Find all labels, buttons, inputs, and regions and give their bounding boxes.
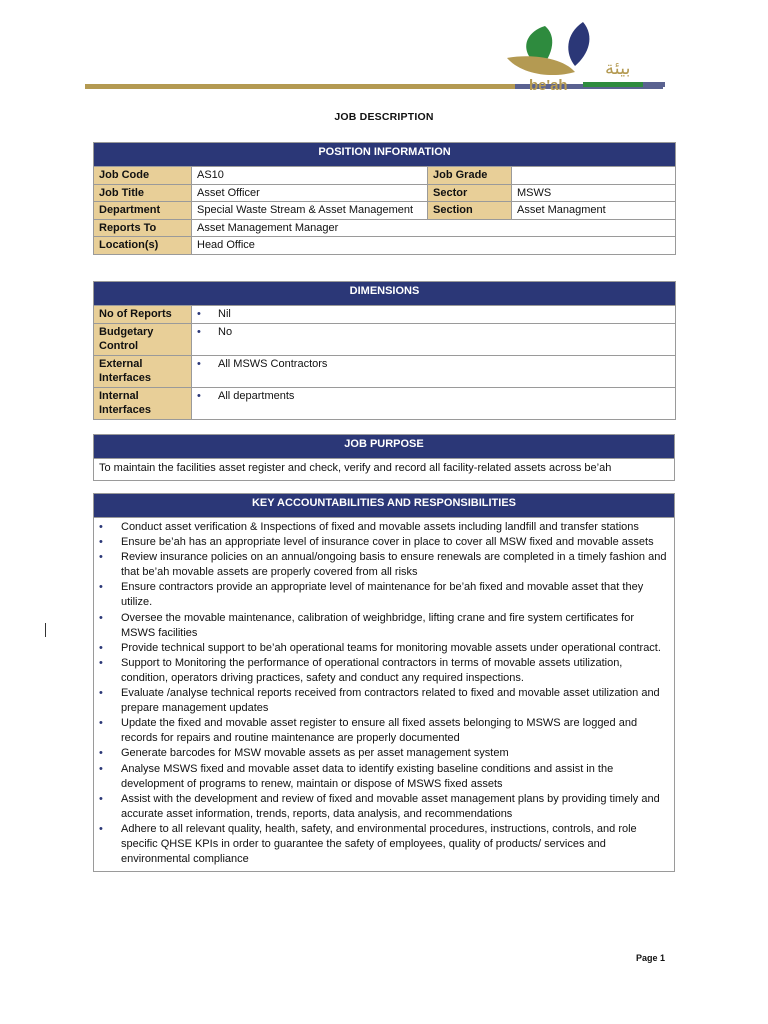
accountabilities-list [94, 518, 674, 871]
dimension-value: • All MSWS Contractors [192, 355, 676, 387]
dimension-value-text: All MSWS Contractors [218, 357, 328, 370]
beah-logo [465, 14, 665, 94]
location-value: Head Office [192, 237, 676, 255]
section-value: Asset Managment [512, 202, 676, 220]
list-item: • Assist with the development and review of fixed and movable asset management plans by providing timely and accurate asset information, trends, reports, data analysis, and recommendations [99, 792, 660, 820]
accountabilities-table [93, 493, 675, 872]
job-title-label: Job Title [94, 184, 192, 202]
position-information-heading: POSITION INFORMATION [94, 143, 676, 167]
department-label: Department [94, 202, 192, 220]
department-value: Special Waste Stream & Asset Management [192, 202, 428, 220]
reports-to-value: Asset Management Manager [192, 219, 676, 237]
list-item: • Analyse MSWS fixed and movable asset data to identify existing baseline conditions and assist in the development of programs to renew, maintain or dispose of MSWS fixed assets [99, 762, 614, 790]
dimension-label: Internal Interfaces [94, 387, 192, 419]
job-title-value: Asset Officer [192, 184, 428, 202]
job-code-value: AS10 [192, 167, 428, 185]
dimension-value-text: All departments [218, 389, 295, 402]
job-purpose-text: To maintain the facilities asset register and check, verify and record all facility-related assets across be’ah [94, 459, 675, 481]
reports-to-label: Reports To [94, 219, 192, 237]
job-purpose-table [93, 434, 675, 481]
list-item: • Update the fixed and movable asset register to ensure all fixed assets belonging to MSWS are logged and records for repairs and routine maintenance are properly documented [99, 717, 638, 745]
list-item: • Review insurance policies on an annual/ongoing basis to ensure renewals are completed in a timely fashion and that be’ah movable assets are properly covered from all risks [99, 551, 667, 579]
job-grade-label: Job Grade [428, 167, 512, 185]
logo-arabic-text: بيئة [605, 58, 631, 79]
list-item: • Oversee the movable maintenance, calibration of weighbridge, lifting crane and fire system certificates for MSWS facilities [99, 611, 634, 639]
list-item: • Conduct asset verification & Inspections of fixed and movable assets including landfill and transfer stations [99, 521, 639, 533]
dimension-label: No of Reports [94, 306, 192, 324]
list-item: • Generate barcodes for MSW movable assets as per asset management system [99, 747, 509, 760]
dimensions-heading: DIMENSIONS [94, 282, 676, 306]
job-purpose-heading: JOB PURPOSE [94, 435, 675, 459]
list-item: • Support to Monitoring the performance of operational contractors in terms of movable assets utilization, condition, operators driving practices, safety and conduct any required inspections. [99, 656, 623, 684]
dimension-value-text: Nil [218, 308, 231, 320]
list-item: • Ensure be’ah has an appropriate level of insurance cover in place to cover all MSW fixed and movable assets [99, 536, 654, 549]
list-item: • Provide technical support to be’ah operational teams for monitoring movable assets under operational contract. [99, 641, 661, 654]
logo-latin-text: be'ah [529, 77, 568, 94]
sector-label: Sector [428, 184, 512, 202]
page-number: Page 1 [636, 953, 666, 963]
dimensions-table [93, 281, 676, 420]
accountabilities-heading: KEY ACCOUNTABILITIES AND RESPONSIBILITIES [94, 494, 675, 518]
dimension-value: • All departments [192, 387, 676, 419]
document-title: JOB DESCRIPTION [334, 111, 434, 123]
list-item: • Ensure contractors provide an appropriate level of maintenance for be’ah fixed and movable asset that they utilize. [99, 581, 644, 609]
dimension-value-text: No [218, 325, 233, 338]
dimension-value: • Nil [192, 306, 676, 324]
list-item: • Adhere to all relevant quality, health, safety, and environmental procedures, instructions, controls, and role specific QHSE KPIs in order to guarantee the safety of employees, quality of products/ services and environmental compliance [99, 822, 637, 866]
position-information-table [93, 142, 676, 255]
section-label: Section [428, 202, 512, 220]
job-code-label: Job Code [94, 167, 192, 185]
job-grade-value [512, 167, 676, 185]
text-cursor [45, 623, 46, 637]
dimension-value: • No [192, 323, 676, 355]
accountabilities-body [94, 518, 675, 872]
sector-value: MSWS [512, 184, 676, 202]
location-label: Location(s) [94, 237, 192, 255]
dimension-label: External Interfaces [94, 355, 192, 387]
dimension-label: Budgetary Control [94, 323, 192, 355]
list-item: • Evaluate /analyse technical reports received from contractors related to fixed and movable asset utilization and prepare management updates [99, 687, 660, 715]
